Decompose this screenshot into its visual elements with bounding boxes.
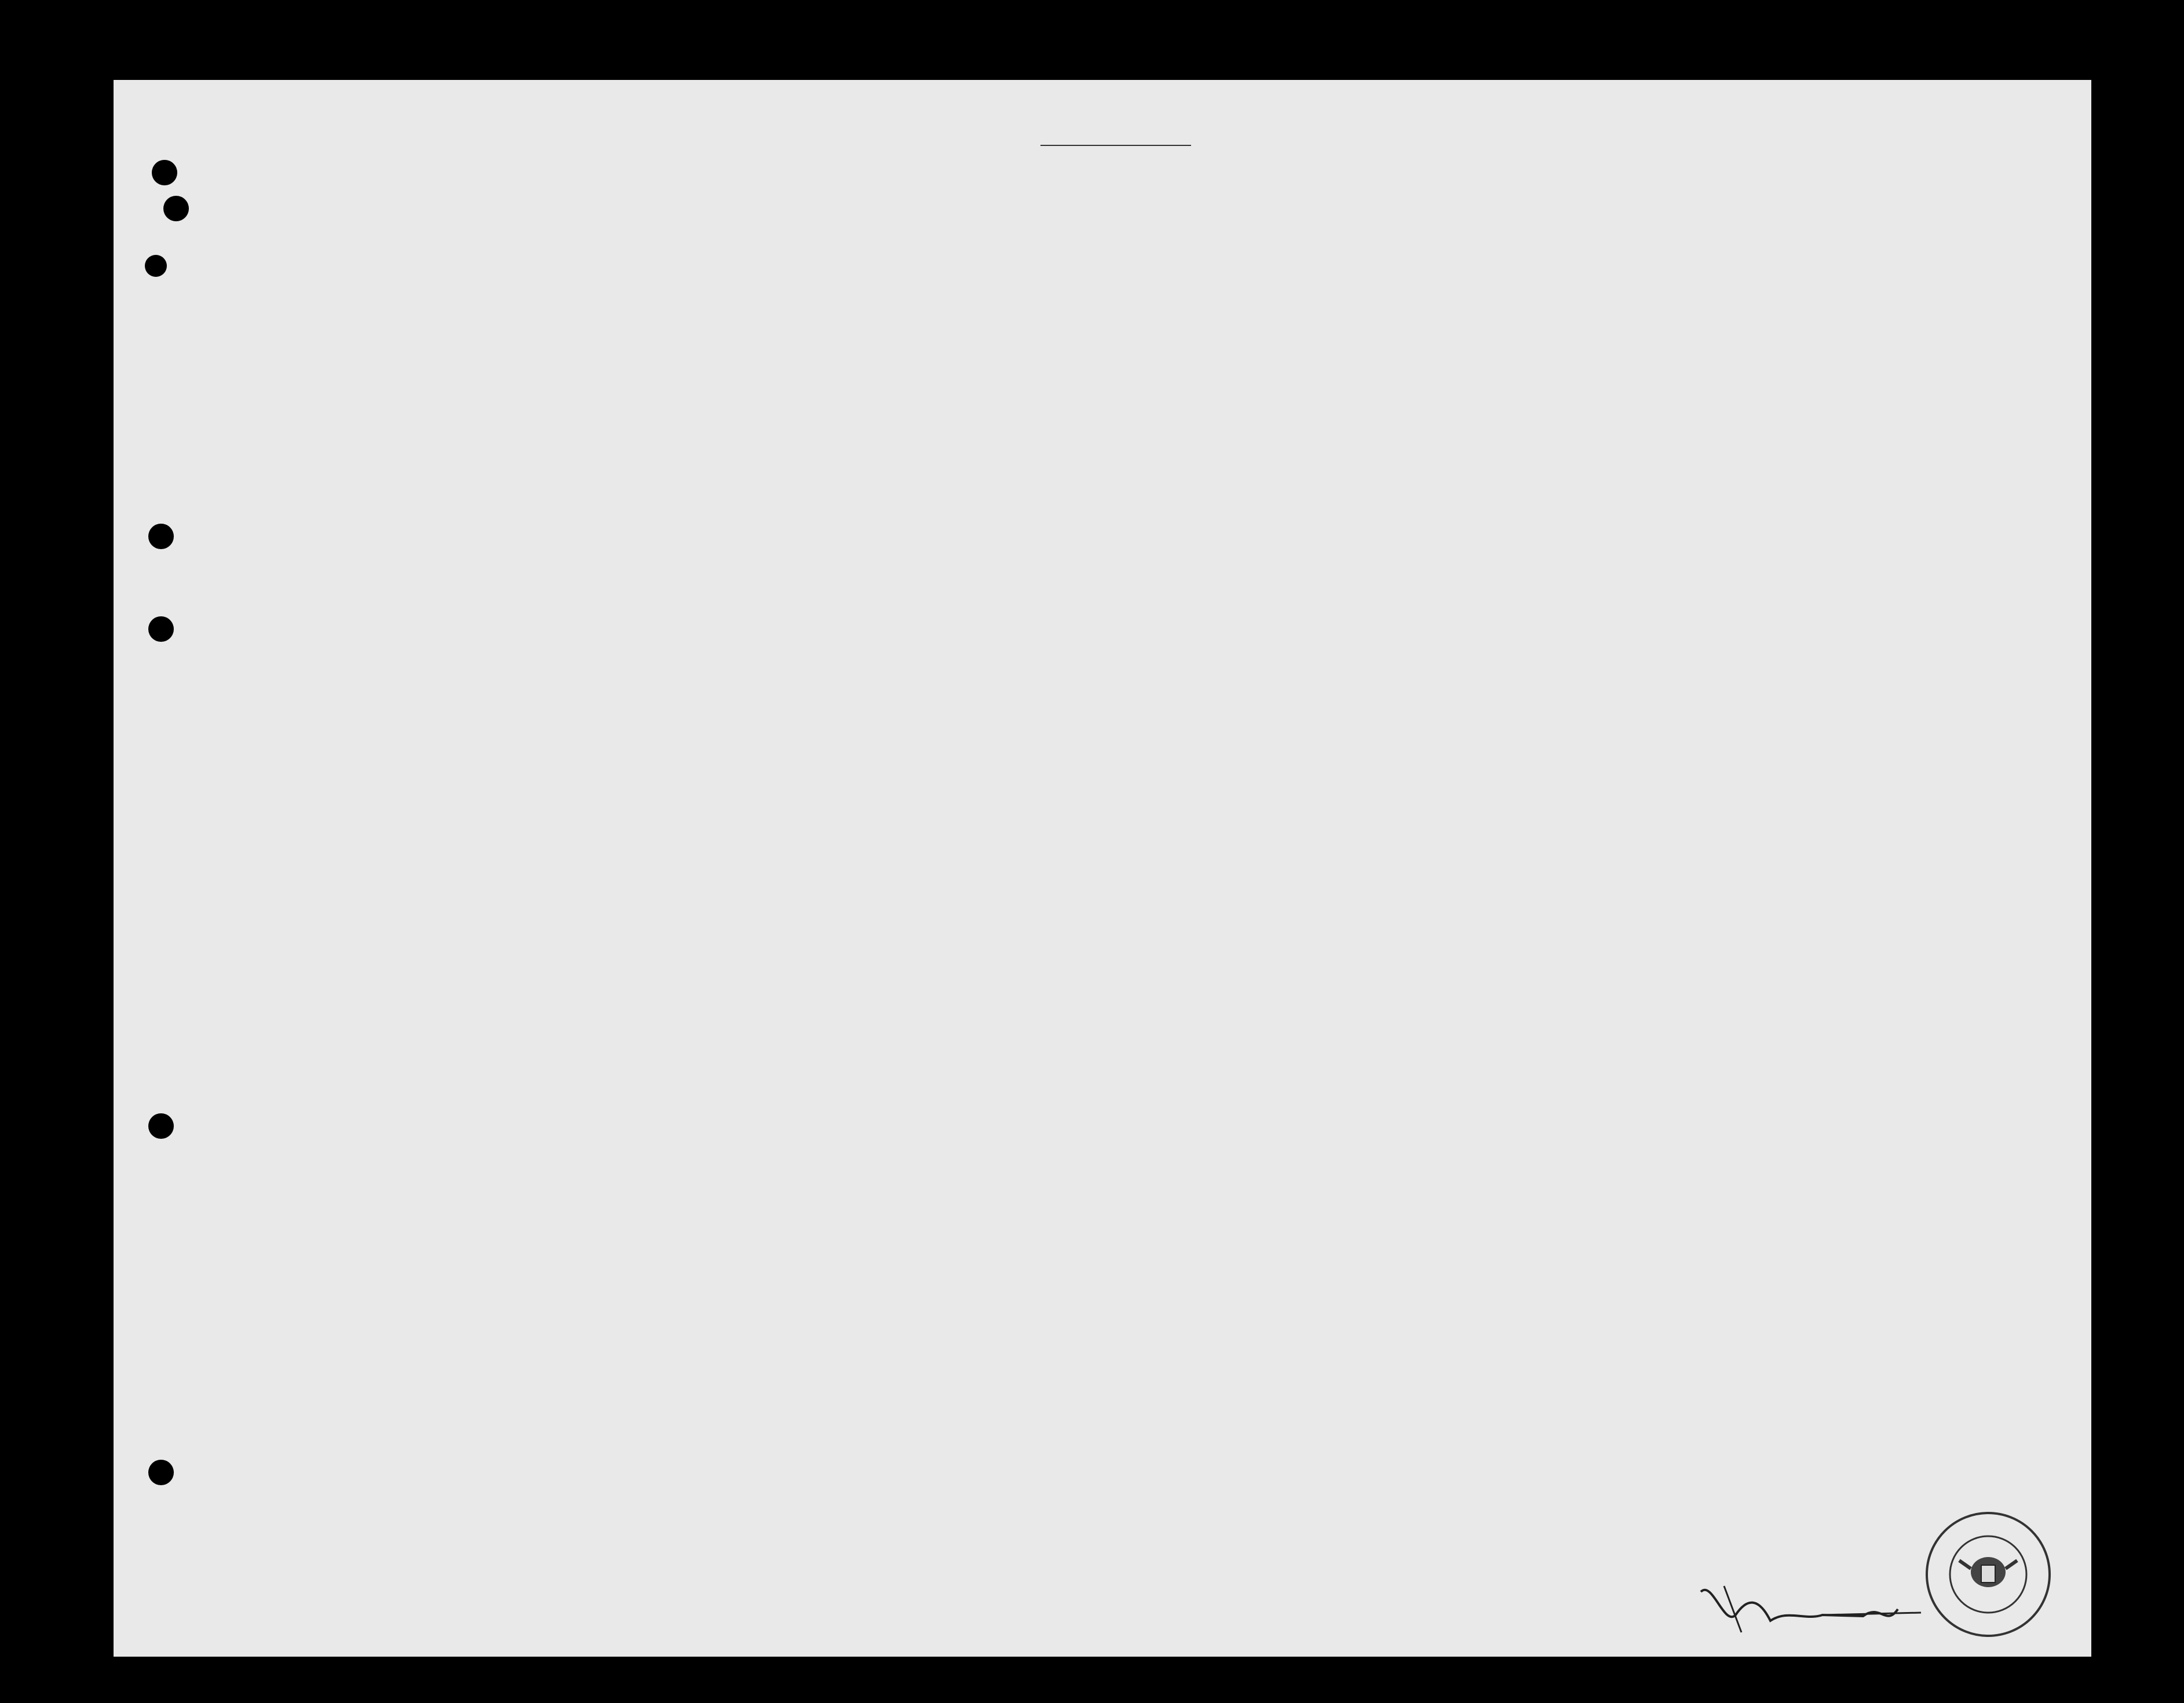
punch-hole [145,255,167,277]
title-underline [1040,145,1191,146]
punch-hole [148,524,174,549]
manifest-sheet [114,80,2091,1657]
sheet-number-block [1901,114,2075,129]
officer-signature [1689,1574,1933,1638]
punch-hole [152,160,177,185]
vessel-line [386,217,2066,240]
punch-hole [148,1113,174,1139]
punch-hole [163,196,189,221]
punch-hole [148,616,174,642]
punch-hole [148,1460,174,1485]
consulate-seal [1924,1511,2052,1638]
